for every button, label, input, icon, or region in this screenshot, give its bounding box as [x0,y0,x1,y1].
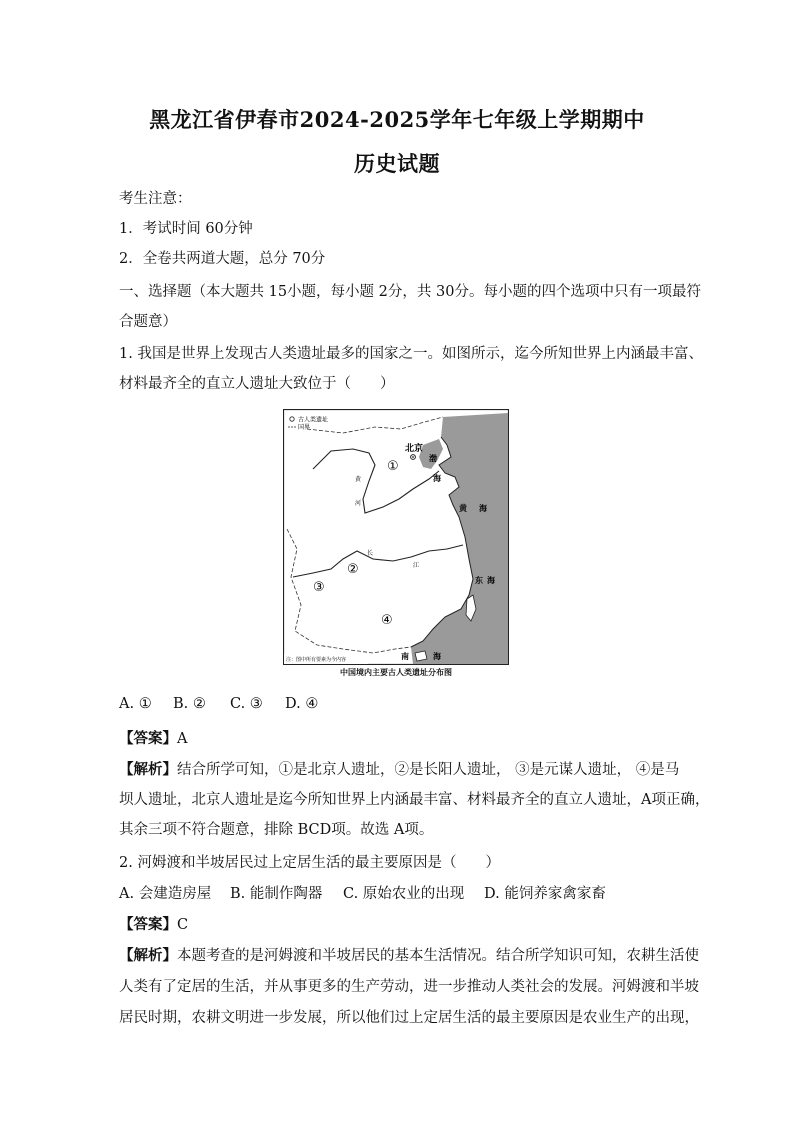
q2-analysis-label: 【解析】 [119,947,177,964]
hainan-island [415,651,427,661]
site-marker-1: ① [387,459,399,474]
section-heading-line2: 合题意） [119,314,177,330]
notice-item-2: 2．全卷共两道大题，总分 70分 [119,251,326,267]
notice-heading: 考生注意： [119,191,192,207]
notice-item-1: 1．考试时间 60分钟 [119,221,253,237]
nanhai-label-1: 南 [401,652,409,661]
q1-analysis-text-1: 结合所学可知，①是北京人遗址，②是长阳人遗址， ③是元谋人遗址， ④是马 [177,762,680,778]
q1-option-c: C. ③ [230,696,263,712]
bohai-label-1: 渤 [429,454,437,463]
q1-stem-line1: 1. 我国是世界上发现古人类遗址最多的国家之一。如图所示，迄今所知世界上内涵最丰富、 [119,346,703,362]
yangtze-label-2: 江 [413,562,420,569]
q1-analysis-line1 [119,758,679,779]
yellow-river-label-2: 河 [355,500,362,507]
site-marker-4: ④ [381,613,393,628]
donghai-label-2: 海 [487,576,495,585]
q1-options [119,696,318,712]
q2-analysis-text-1: 本题考查的是河姆渡和半坡居民的基本生活情况。结合所学知识可知，农耕生活使 [177,948,699,964]
beijing-label: 北京 [405,444,424,454]
q2-stem: 2. 河姆渡和半坡居民过上定居生活的最主要原因是（ ） [119,855,500,871]
q2-option-c: C. 原始农业的出现 [343,886,465,902]
q1-option-a: A. ① [119,696,152,712]
yangtze-label-1: 长 [367,550,374,557]
yellow-river-label-1: 黄 [355,476,362,483]
q2-answer-value: C [177,917,189,933]
huanghai-label-1: 黄 [459,504,467,513]
q1-stem-line2: 材料最齐全的直立人遗址大致位于（ ） [119,376,395,392]
q2-option-a: A. 会建造房屋 [119,886,212,902]
q1-option-d: D. ④ [285,696,319,712]
bohai-label-2: 海 [433,474,441,483]
site-marker-3: ③ [313,580,325,595]
q2-options [119,882,606,903]
legend-site-icon [290,417,294,421]
legend-site-label: 古人类遗址 [298,416,329,424]
q2-answer [119,913,188,934]
q2-analysis-line1 [119,944,699,965]
map-note: 注：图中所有要素为今内容 [286,657,347,663]
q2-option-b: B. 能制作陶器 [230,886,323,902]
site-marker-2: ② [347,562,359,577]
nanhai-label-2: 海 [433,652,441,661]
huanghai-label-2: 海 [479,504,487,513]
q2-option-d: D. 能饲养家禽家畜 [484,886,606,902]
q1-option-b: B. ② [173,696,206,712]
q1-analysis-line3: 其余三项不符合题意，排除 BCD项。故选 A项。 [119,822,434,838]
exam-subtitle: 历史试题 [354,151,440,176]
q1-answer [119,727,187,748]
ancient-sites-map [283,409,509,665]
q1-analysis-label: 【解析】 [119,761,177,778]
q1-answer-value: A [177,731,188,747]
legend-border-label: 国界 [298,424,311,431]
section-heading-line1: 一、选择题（本大题共 15小题，每小题 2分，共 30分。每小题的四个选项中只有一项最符 [119,284,701,300]
beijing-dot [412,456,414,458]
q1-analysis-line2: 坝人遗址，北京人遗址是迄今所知世界上内涵最丰富、材料最齐全的直立人遗址，A项正确， [119,792,710,808]
q2-analysis-line2: 人类有了定居的生活，并从事更多的生产劳动，进一步推动人类社会的发展。河姆渡和半坡 [119,979,699,995]
q1-answer-label: 【答案】 [119,730,177,747]
q2-answer-label: 【答案】 [119,916,177,933]
exam-title: 黑龙江省伊春市2024-2025学年七年级上学期期中 [149,107,645,132]
map-caption: 中国境内主要古人类遗址分布图 [340,668,452,677]
donghai-label-1: 东 [475,576,483,585]
q2-analysis-line3: 居民时期，农耕文明进一步发展，所以他们过上定居生活的最主要原因是农业生产的出现， [119,1010,699,1026]
